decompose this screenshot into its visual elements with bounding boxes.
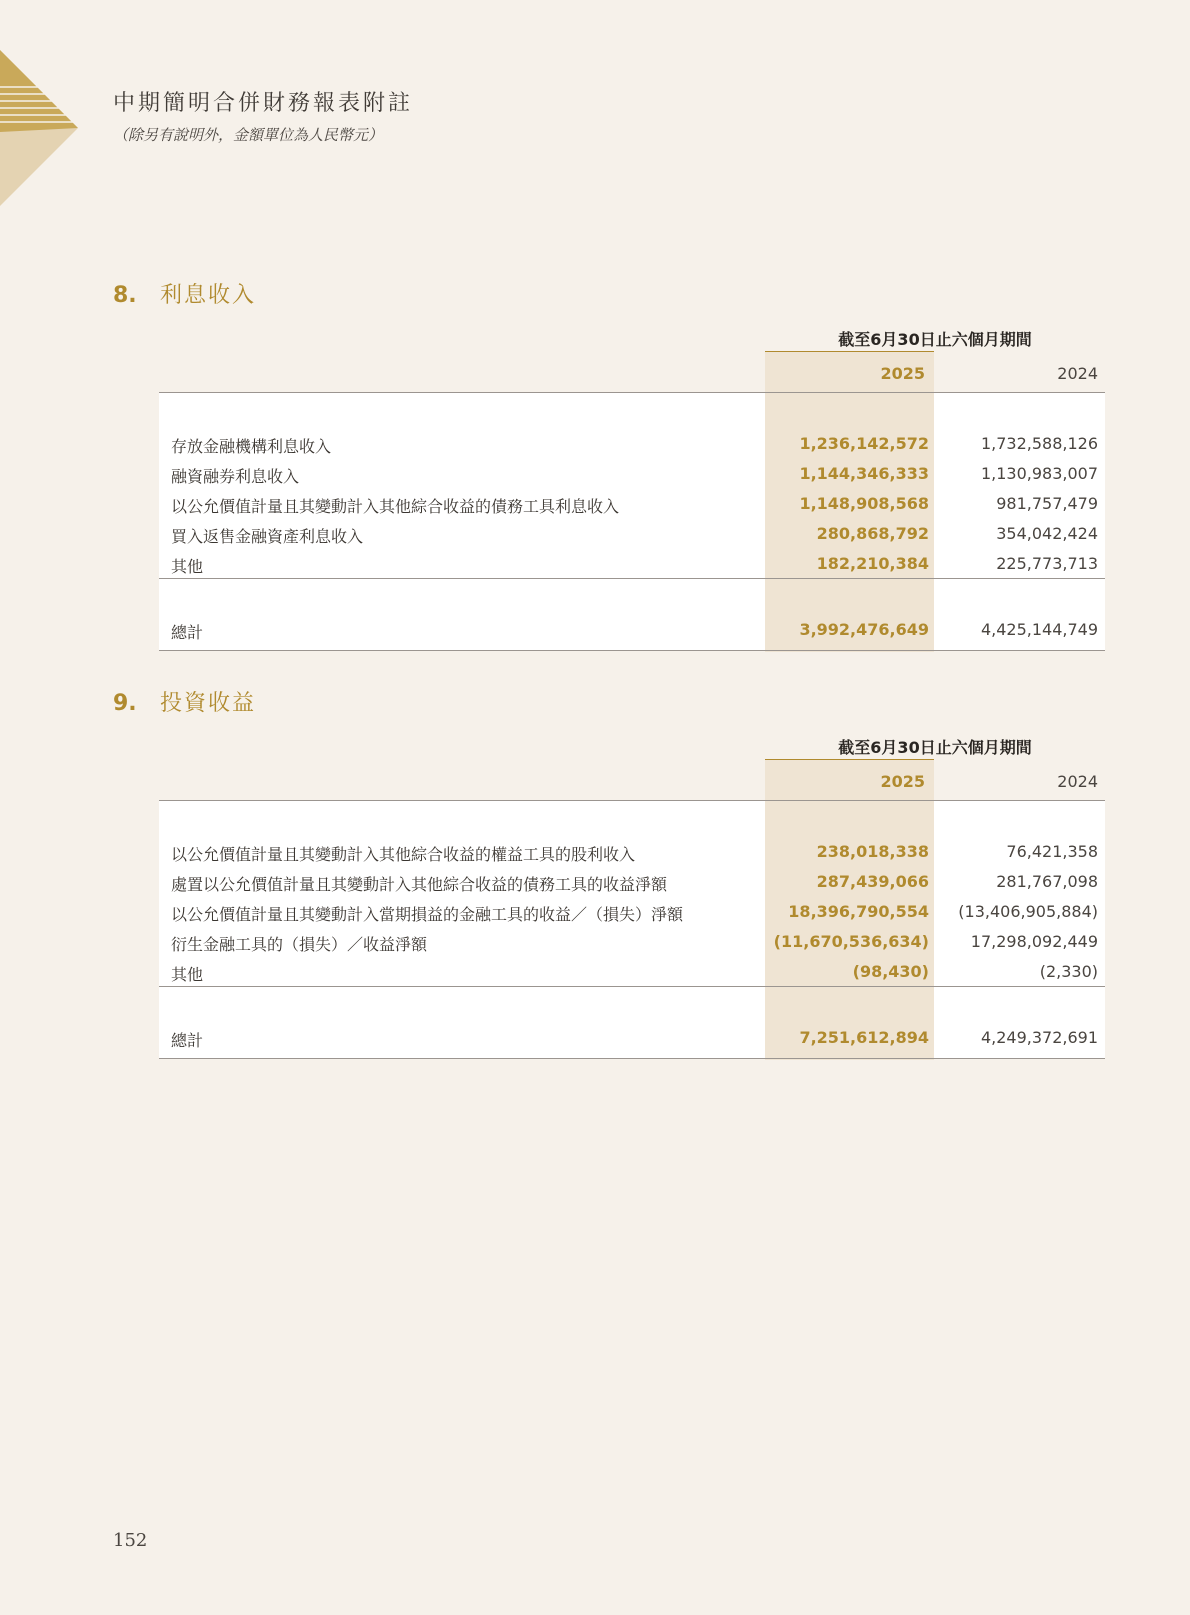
total-row xyxy=(159,1028,1105,1058)
row-label: 衍生金融工具的（損失）／收益淨額 xyxy=(171,935,428,954)
table-row xyxy=(159,494,1105,524)
period-underline xyxy=(765,759,934,760)
table-row xyxy=(159,872,1105,902)
row-label: 融資融券利息收入 xyxy=(171,467,300,486)
row-prior-value: 281,767,098 xyxy=(996,872,1098,891)
total-prior-value: 4,425,144,749 xyxy=(980,620,1098,639)
row-prior-value: 225,773,713 xyxy=(996,554,1098,573)
subtotal-rule xyxy=(159,578,1105,579)
year-current-header: 2025 xyxy=(880,772,925,791)
table-row xyxy=(159,842,1105,872)
section-title: 投資收益 xyxy=(160,691,257,716)
period-underline xyxy=(765,351,934,352)
table-row xyxy=(159,524,1105,554)
interest-income-table xyxy=(159,320,1105,652)
row-prior-value: 981,757,479 xyxy=(996,494,1098,513)
row-current-value: 238,018,338 xyxy=(816,842,929,861)
row-prior-value: 1,130,983,007 xyxy=(980,464,1098,483)
total-row xyxy=(159,620,1105,650)
row-prior-value: 76,421,358 xyxy=(1006,842,1098,861)
row-label: 存放金融機構利息收入 xyxy=(171,437,332,456)
period-header: 截至6月30日止六個月期間 xyxy=(838,738,1032,757)
table-row xyxy=(159,554,1105,584)
period-header: 截至6月30日止六個月期間 xyxy=(838,330,1032,349)
total-rule xyxy=(159,1058,1105,1059)
year-prior-header: 2024 xyxy=(1057,772,1098,791)
row-current-value: 1,236,142,572 xyxy=(799,434,929,453)
subtotal-rule xyxy=(159,986,1105,987)
total-label: 總計 xyxy=(171,1031,204,1050)
total-current-value: 3,992,476,649 xyxy=(799,620,929,639)
section-number: 8. xyxy=(113,283,137,308)
year-current-header: 2025 xyxy=(880,364,925,383)
table-row xyxy=(159,434,1105,464)
row-current-value: (98,430) xyxy=(852,962,929,981)
row-prior-value: 1,732,588,126 xyxy=(980,434,1098,453)
row-prior-value: (2,330) xyxy=(1039,962,1098,981)
section-title: 利息收入 xyxy=(160,283,257,308)
total-current-value: 7,251,612,894 xyxy=(799,1028,929,1047)
page-number: 152 xyxy=(113,1530,148,1551)
row-prior-value: 17,298,092,449 xyxy=(970,932,1098,951)
row-label: 其他 xyxy=(171,557,204,576)
total-rule xyxy=(159,650,1105,651)
table-row xyxy=(159,464,1105,494)
page-title: 中期簡明合併財務報表附註 xyxy=(113,91,414,116)
total-prior-value: 4,249,372,691 xyxy=(980,1028,1098,1047)
row-current-value: 182,210,384 xyxy=(816,554,929,573)
table-row xyxy=(159,902,1105,932)
row-current-value: 287,439,066 xyxy=(816,872,929,891)
row-label: 以公允價值計量且其變動計入其他綜合收益的債務工具利息收入 xyxy=(171,497,620,516)
row-current-value: 280,868,792 xyxy=(816,524,929,543)
table-row xyxy=(159,932,1105,962)
year-prior-header: 2024 xyxy=(1057,364,1098,383)
row-current-value: (11,670,536,634) xyxy=(773,932,929,951)
section-heading-investment-income xyxy=(113,686,256,717)
row-prior-value: (13,406,905,884) xyxy=(958,902,1098,921)
row-current-value: 18,396,790,554 xyxy=(788,902,929,921)
row-current-value: 1,148,908,568 xyxy=(799,494,929,513)
row-label: 處置以公允價值計量且其變動計入其他綜合收益的債務工具的收益淨額 xyxy=(171,875,668,894)
table-row xyxy=(159,962,1105,992)
corner-decoration xyxy=(0,50,80,210)
row-label: 其他 xyxy=(171,965,204,984)
row-label: 買入返售金融資產利息收入 xyxy=(171,527,364,546)
section-heading-interest-income xyxy=(113,278,256,309)
total-label: 總計 xyxy=(171,623,204,642)
page-subtitle: （除另有說明外，金額單位為人民幣元） xyxy=(113,126,384,144)
row-label: 以公允價值計量且其變動計入其他綜合收益的權益工具的股利收入 xyxy=(171,845,636,864)
investment-income-table xyxy=(159,728,1105,1060)
section-number: 9. xyxy=(113,691,137,716)
row-prior-value: 354,042,424 xyxy=(996,524,1098,543)
row-current-value: 1,144,346,333 xyxy=(799,464,929,483)
header-rule xyxy=(159,800,1105,801)
row-label: 以公允價值計量且其變動計入當期損益的金融工具的收益／（損失）淨額 xyxy=(171,905,684,924)
header-rule xyxy=(159,392,1105,393)
